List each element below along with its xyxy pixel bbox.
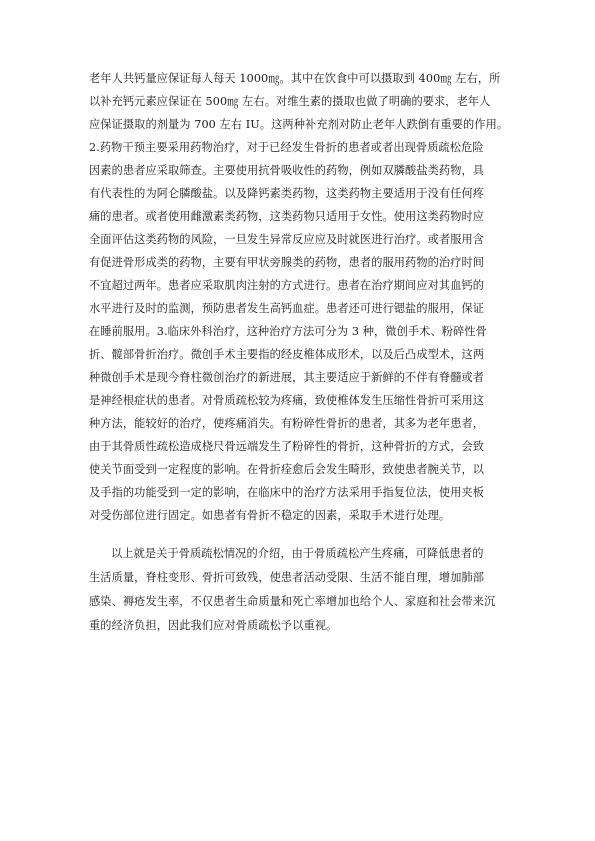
body-text-line: 对受伤部位进行固定。如患者有骨折不稳定的因素，采取手术进行处理。	[89, 509, 451, 522]
body-text-line: 2.药物干预主要采用药物治疗，对于已经发生骨折的患者或者出现骨质疏松危险	[89, 141, 484, 154]
body-text-line: 痛的患者。或者使用雌激素类药物，这类药物只适用于女性。使用这类药物时应	[89, 210, 485, 223]
body-text-line: 以补充钙元素应保证在 500㎎ 左右。对维生素的摄取也做了明确的要求，老年人	[89, 95, 491, 108]
body-text-line: 及手指的功能受到一定的影响，在临床中的治疗方法采用手指复位法，使用夹板	[89, 486, 485, 499]
body-text-line: 水平进行及时的监测，预防患者发生高钙血症。患者还可进行锶盐的服用，保证	[89, 302, 485, 315]
body-text-line: 老年人共钙量应保证每人每天 1000㎎。其中在饮食中可以摄取到 400㎎ 左右，所	[89, 72, 501, 85]
body-text-line: 种微创手术是现今脊柱微创治疗的新进展，其主要适应于新鲜的不伴有脊髓或者	[89, 371, 485, 384]
conclusion-text-line: 感染、褥疮发生率，不仅患者生命质量和死亡率增加也给个人、家庭和社会带来沉	[89, 595, 496, 608]
conclusion-text-line: 生活质量，脊柱变形、骨折可致残，使患者活动受限、生活不能自理，增加肺部	[89, 571, 485, 584]
body-text-line: 有代表性的为阿仑膦酸盐。以及降钙素类药物，这类药物主要适用于没有任何疼	[89, 187, 485, 200]
body-text-line: 在睡前服用。3.临床外科治疗，这种治疗方法可分为 3 种，微创手术、粉碎性骨	[89, 325, 487, 338]
body-text-line: 不宜超过两年。患者应采取肌肉注射的方式进行。患者在治疗期间应对其血钙的	[89, 279, 485, 292]
body-text-line: 种方法，能较好的治疗，使疼痛消失。有粉碎性骨折的患者，其多为老年患者，	[89, 417, 485, 430]
conclusion-text-line: 重的经济负担，因此我们应对骨质疏松予以重视。	[89, 619, 338, 632]
body-text-line: 是神经根症状的患者。对骨质疏松较为疼痛，致使椎体发生压缩性骨折可采用这	[89, 394, 485, 407]
body-text-line: 使关节面受到一定程度的影响。在骨折痊愈后会发生畸形，致使患者腕关节，以	[89, 463, 485, 476]
body-text-line: 折、髋部骨折治疗。微创手术主要指的经皮椎体成形术，以及后凸成型术，这两	[89, 348, 485, 361]
body-text-line: 因素的患者应采取筛查。主要使用抗骨吸收性的药物，例如双膦酸盐类药物，具	[89, 164, 485, 177]
body-text-line: 有促进骨形成类的药物，主要有甲状旁腺类的药物，患者的服用药物的治疗时间	[89, 256, 485, 269]
body-text-line: 全面评估这类药物的风险，一旦发生异常反应应及时就医进行治疗。或者服用含	[89, 233, 485, 246]
body-text-line: 应保证摄取的剂量为 700 左右 IU。这两种补充剂对防止老年人跌倒有重要的作用。	[89, 118, 509, 131]
body-text-line: 由于其骨质性疏松造成桡尺骨远端发生了粉碎性的骨折，这种骨折的方式，会致	[89, 440, 485, 453]
conclusion-text-line: 以上就是关于骨质疏松情况的介绍，由于骨质疏松产生疼痛，可降低患者的	[111, 547, 484, 560]
